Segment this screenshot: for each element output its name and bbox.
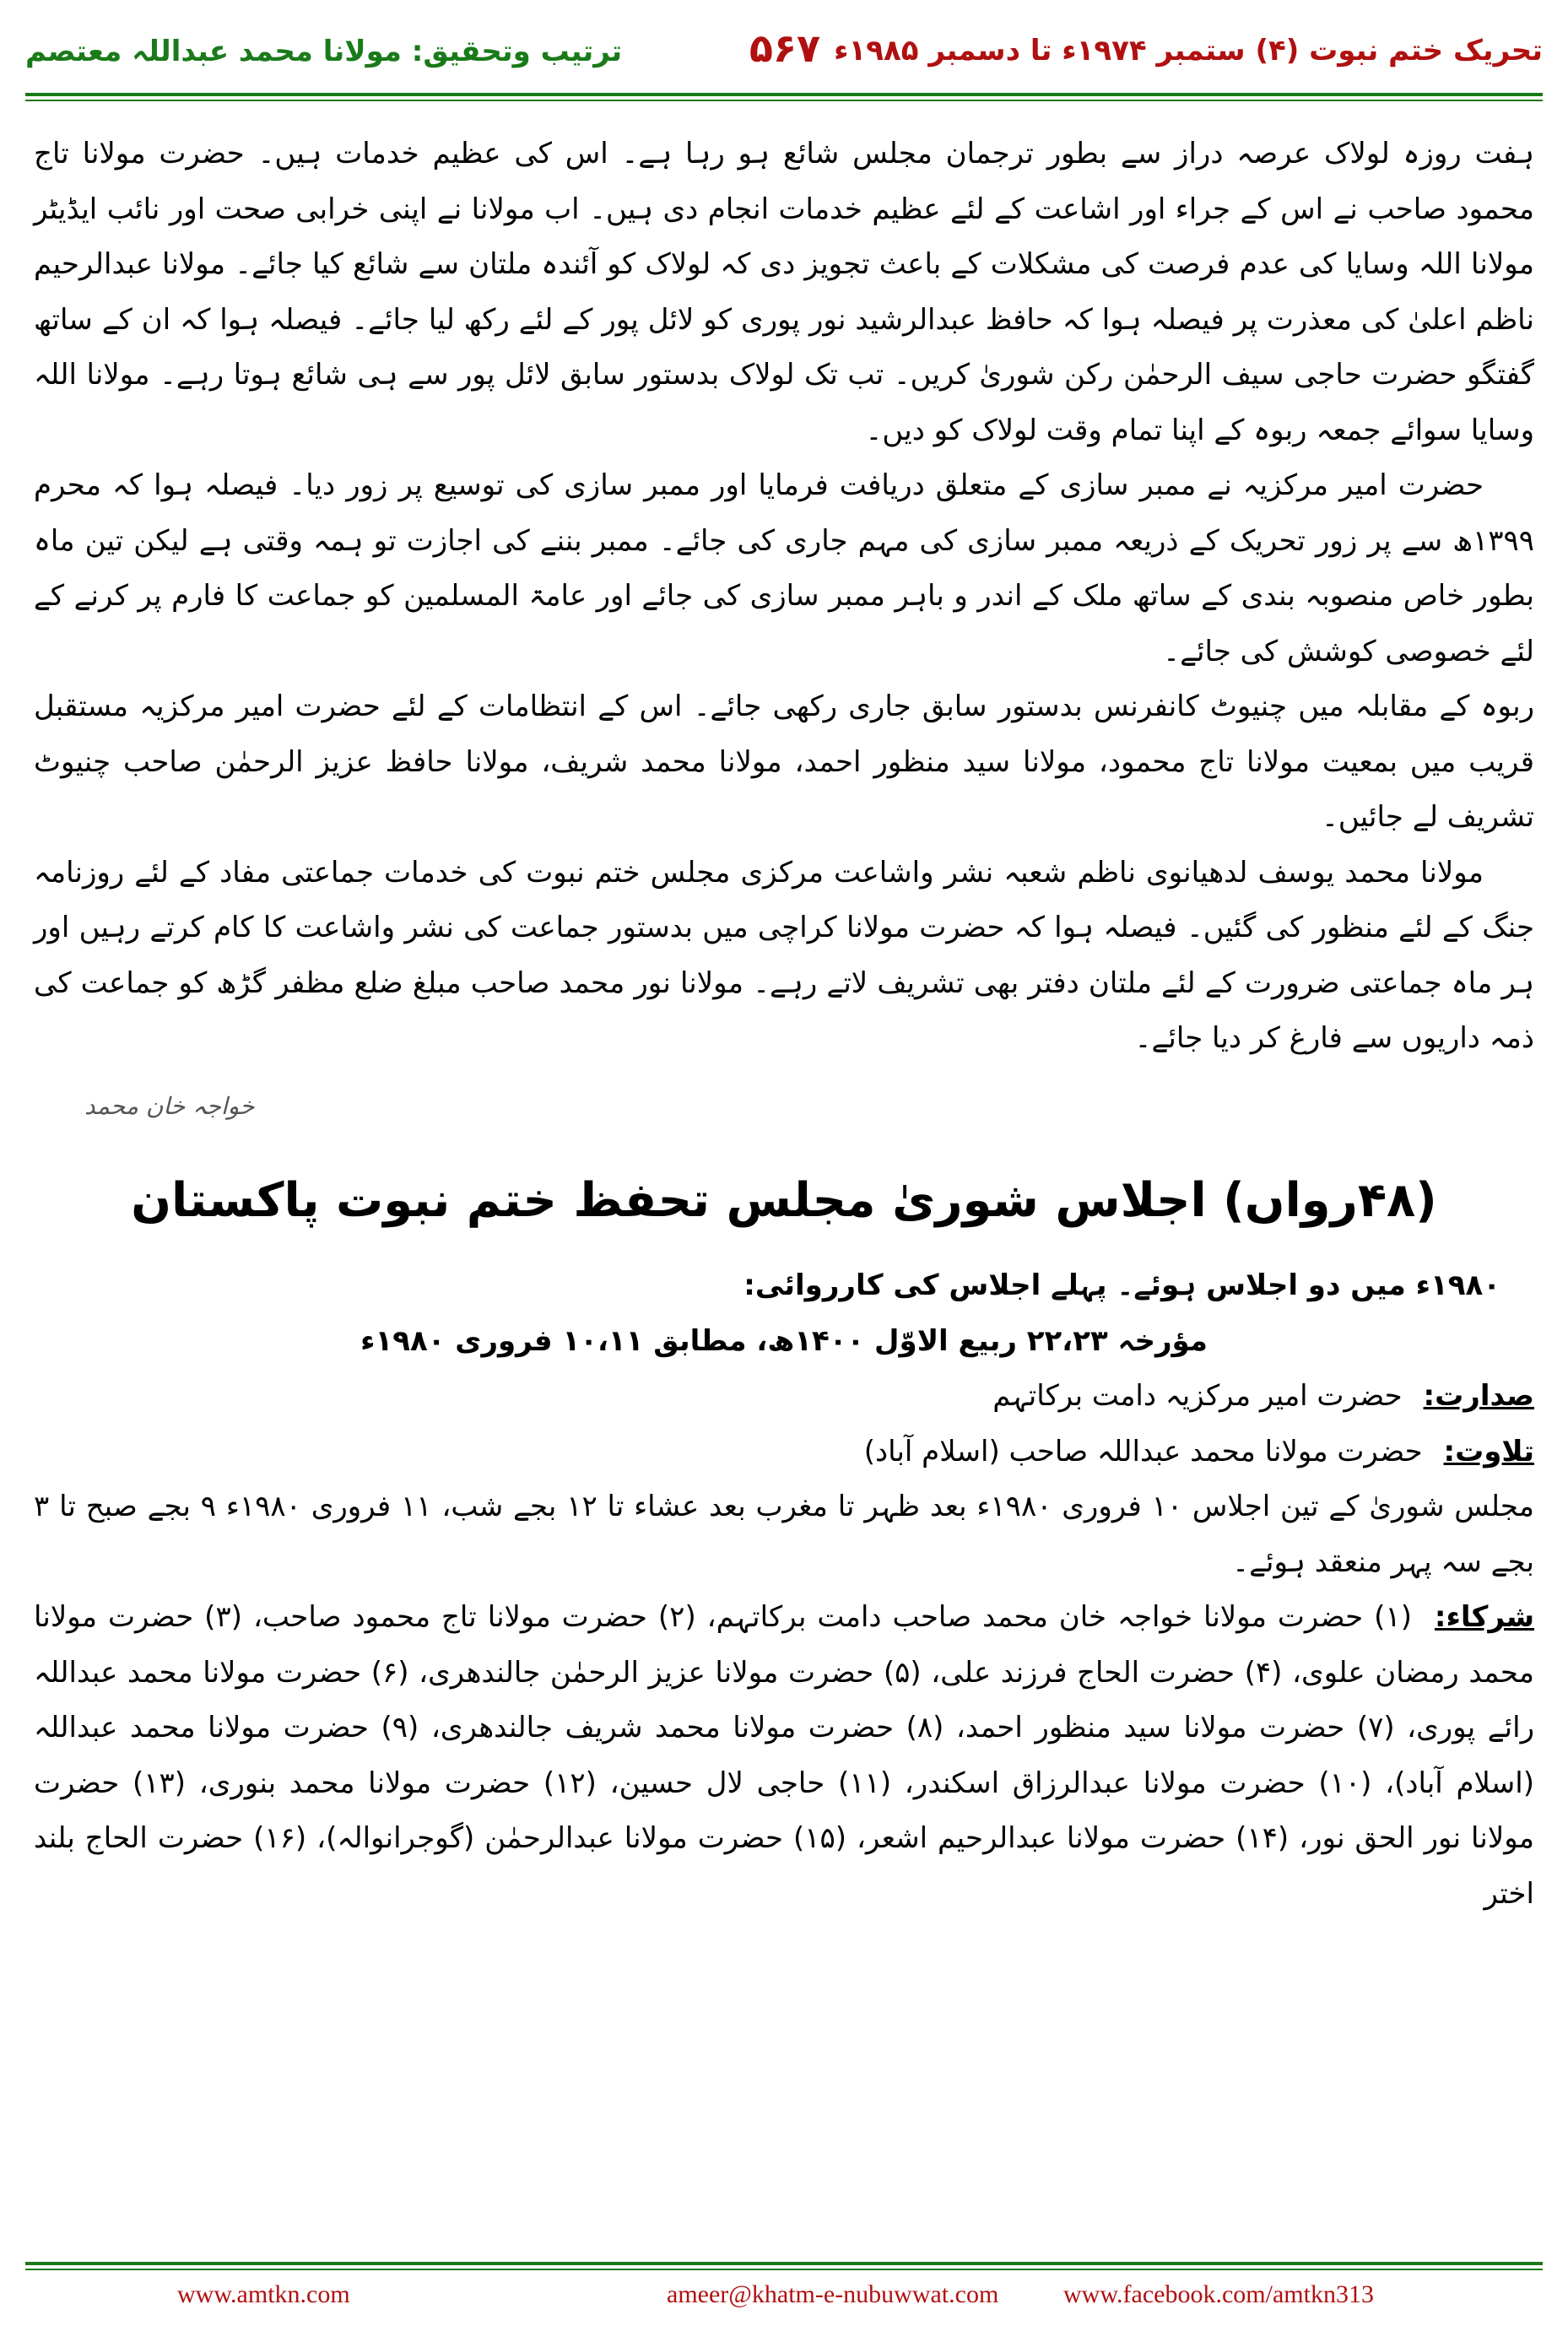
paragraph-membership: حضرت امیر مرکزیہ نے ممبر سازی کے متعلق دریافت فرمایا اور ممبر سازی کی توسیع پر زور دیا۔ فیصلہ ہوا کہ محرم ۱۳۹۹ھ سے پر زور تحریک کے ذریعہ ممبر سازی کی مہم جاری کی جائے۔ ممبر بننے کی اجازت تو ہمہ وقتی ہے لیکن تین ماہ بطور خاص منصوبہ بندی کے ساتھ ملک کے اندر و باہر ممبر سازی کی جائے اور عامۃ المسلمین کو جماعت کا فارم پر کرنے کے لئے خصوصی کوشش کی جائے۔ <box>34 468 1534 668</box>
header-rule <box>25 93 1543 96</box>
participants-label: شرکاء: <box>1434 1600 1535 1634</box>
paragraph-chiniot: ربوہ کے مقابلہ میں چنیوٹ کانفرنس بدستور سابق جاری رکھی جائے۔ اس کے انتظامات کے لئے حضرت امیر مرکزیہ مستقبل قریب میں بمعیت مولانا تاج محمود، مولانا سید منظور احمد، مولانا محمد شریف، مولانا حافظ عزیز الرحمٰن صاحب چنیوٹ تشریف لے جائیں۔ <box>34 690 1534 834</box>
presidency-line <box>34 1369 1534 1425</box>
section-title: (۴۸رواں) اجلاس شوریٰ مجلس تحفظ ختم نبوت پاکستان <box>131 1173 1437 1228</box>
participants-list: (۱) حضرت مولانا خواجہ خان محمد صاحب دامت برکاتہم، (۲) حضرت مولانا تاج محمود صاحب، (۳) حضرت مولانا محمد رمضان علوی، (۴) حضرت الحاج فرزند علی، (۵) حضرت مولانا عزیز الرحمٰن جالندھری، (۶) حضرت مولانا محمد عبداللہ رائے پوری، (۷) حضرت مولانا سید منظور احمد، (۸) حضرت مولانا محمد شریف جالندھری، (۹) حضرت مولانا محمد عبداللہ (اسلام آباد)، (۱۰) حضرت مولانا عبدالرزاق اسکندر، (۱۱) حاجی لال حسین، (۱۲) حضرت مولانا محمد بنوری، (۱۳) حضرت مولانا نور الحق نور، (۱۴) حضرت مولانا عبدالرحیم اشعر، (۱۵) حضرت مولانا عبدالرحمٰن (گوجرانوالہ)، (۱۶) حضرت الحاج بلند اختر <box>34 1600 1535 1911</box>
section-date: مؤرخہ ۲۲،۲۳ ربیع الاوّل ۱۴۰۰ھ، مطابق ۱۰،۱۱ فروری ۱۹۸۰ء <box>360 1323 1208 1358</box>
page-footer <box>25 2277 1543 2319</box>
footer-rule-thin <box>25 2269 1543 2270</box>
header-rule-thin <box>25 100 1543 101</box>
section-intro: ۱۹۸۰ء میں دو اجلاس ہوئے۔ پہلے اجلاس کی کارروائی: <box>743 1268 1500 1302</box>
page-number: ۵۶۷ <box>749 25 821 71</box>
presidency-value: حضرت امیر مرکزیہ دامت برکاتہم <box>992 1379 1403 1413</box>
email-link[interactable]: ameer@khatm-e-nubuwwat.com <box>667 2280 999 2308</box>
compiler-credit: ترتیب وتحقیق: مولانا محمد عبداللہ معتصم <box>25 35 623 68</box>
recitation-value: حضرت مولانا محمد عبداللہ صاحب (اسلام آباد) <box>863 1434 1423 1468</box>
book-title: تحریک ختم نبوت (۴) ستمبر ۱۹۷۴ء تا دسمبر ۱۹۸۵ء <box>834 34 1543 68</box>
footer-rule <box>25 2262 1543 2265</box>
page-body <box>34 127 1534 1922</box>
page-header <box>25 19 1543 103</box>
paragraph-lolak: ہفت روزہ لولاک عرصہ دراز سے بطور ترجمان مجلس شائع ہو رہا ہے۔ اس کی عظیم خدمات ہیں۔ حضرت مولانا تاج محمود صاحب نے اس کے جراء اور اشاعت کے لئے عظیم خدمات انجام دی ہیں۔ اب مولانا نے اپنی خرابی صحت اور نائب ایڈیٹر مولانا اللہ وسایا کی عدم فرصت کی مشکلات کے باعث تجویز دی کہ لولاک کو آئندہ ملتان سے شائع کیا جائے۔ مولانا عبدالرحیم ناظم اعلیٰ کی معذرت پر فیصلہ ہوا کہ حافظ عبدالرشید نور پوری کو لائل پور کے لئے رکھ لیا جائے۔ فیصلہ ہوا کہ ان کے ساتھ گفتگو حضرت حاجی سیف الرحمٰن رکن شوریٰ کریں۔ تب تک لولاک بدستور سابق لائل پور سے ہی شائع ہوتا رہے۔ مولانا اللہ وسایا سوائے جمعہ ربوہ کے اپنا تمام وقت لولاک کو دیں۔ <box>34 137 1534 447</box>
website-link[interactable]: www.amtkn.com <box>177 2280 350 2308</box>
recitation-label: تلاوت: <box>1443 1434 1534 1468</box>
signature: خواجہ خان محمد <box>84 1091 255 1120</box>
recitation-line <box>34 1425 1534 1480</box>
facebook-link[interactable]: www.facebook.com/amtkn313 <box>1063 2280 1374 2308</box>
presidency-label: صدارت: <box>1423 1379 1534 1413</box>
participants-paragraph <box>34 1590 1534 1922</box>
sessions-text: مجلس شوریٰ کے تین اجلاس ۱۰ فروری ۱۹۸۰ء بعد ظہر تا مغرب بعد عشاء تا ۱۲ بجے شب، ۱۱ فروری ۱۹۸۰ء ۹ بجے صبح تا ۳ بجے سہ پہر منعقد ہوئے۔ <box>34 1490 1535 1579</box>
paragraph-yusuf-ludhianvi: مولانا محمد یوسف لدھیانوی ناظم شعبہ نشر واشاعت مرکزی مجلس ختم نبوت کی خدمات جماعتی مفاد کے لئے روزنامہ جنگ کے لئے منظور کی گئیں۔ فیصلہ ہوا کہ حضرت مولانا کراچی میں بدستور جماعت کی نشر واشاعت کا کام کرتے رہیں اور ہر ماہ جماعتی ضرورت کے لئے ملتان دفتر بھی تشریف لاتے رہے۔ مولانا نور محمد صاحب مبلغ ضلع مظفر گڑھ کو جماعت کی ذمہ داریوں سے فارغ کر دیا جائے۔ <box>34 855 1534 1055</box>
